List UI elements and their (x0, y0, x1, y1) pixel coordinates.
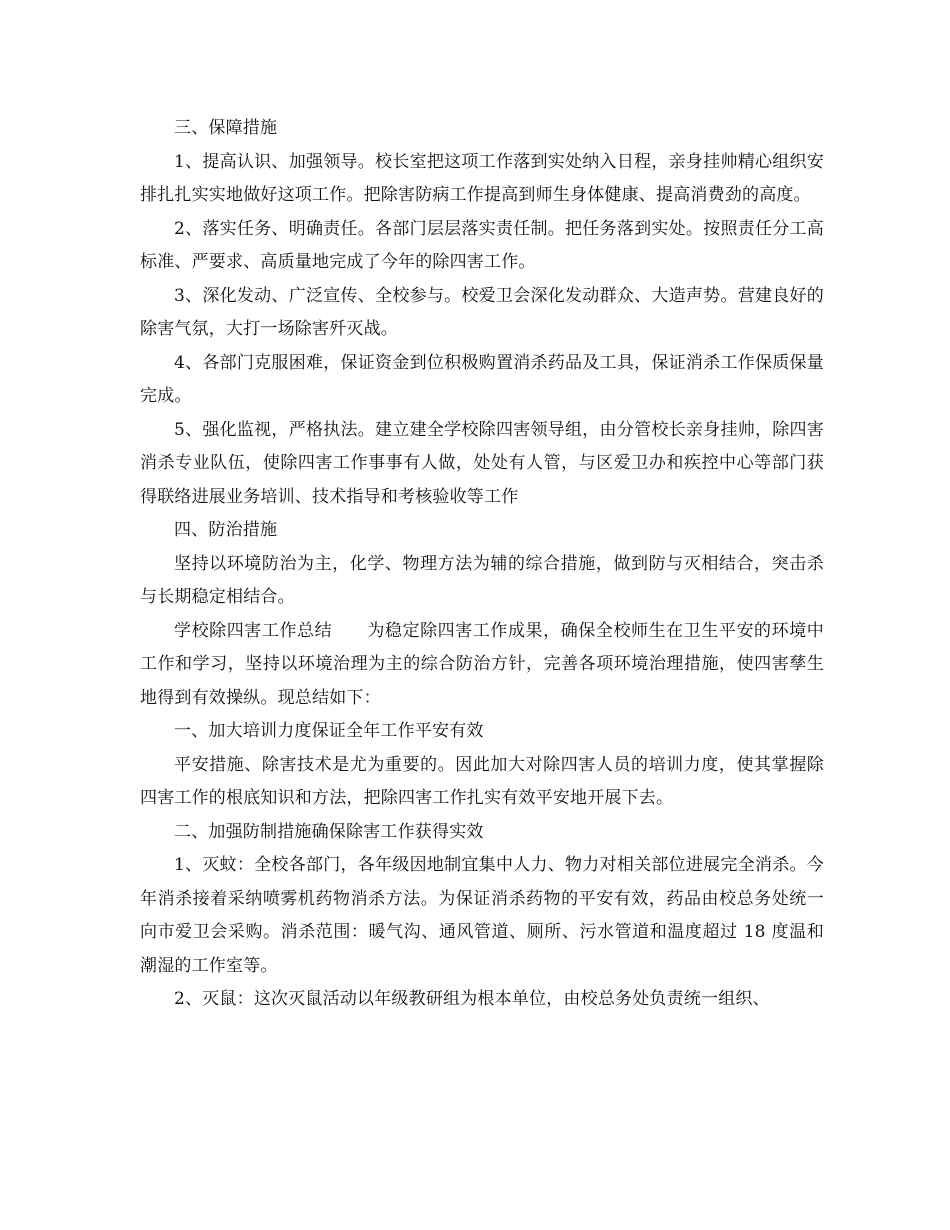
document-body (140, 112, 824, 1017)
paragraph-summary-intro: 学校除四害工作总结 为稳定除四害工作成果，确保全校师生在卫生平安的环境中工作和学习，坚持以环境治理为主的综合防治方针，完善各项环境治理措施，使四害孳生地得到有效操纵。现总结如下： (140, 620, 824, 708)
paragraph-responsibility: 2、落实任务、明确责任。各部门层层落实责任制。把任务落到实处。按照责任分工高标准、严要求、高质量地完成了今年的除四害工作。 (140, 218, 824, 272)
paragraph-mosquito-control: 1、灭蚊：全校各部门，各年级因地制宜集中人力、物力对相关部位进展完全消杀。今年消杀接着采纳喷雾机药物消杀方法。为保证消杀药物的平安有效，药品由校总务处统一向市爱卫会采购。消杀范围：暖气沟、通风管道、厕所、污水管道和温度超过 18 度温和潮湿的工作室等。 (140, 855, 824, 976)
paragraph-training: 平安措施、除害技术是尤为重要的。因此加大对除四害人员的培训力度，使其掌握除四害工作的根底知识和方法，把除四害工作扎实有效平安地开展下去。 (140, 754, 824, 808)
paragraph-prevention-principle: 坚持以环境防治为主，化学、物理方法为辅的综合措施，做到防与灭相结合，突击杀与长期稳定相结合。 (140, 553, 824, 607)
section-heading-training: 一、加大培训力度保证全年工作平安有效 (174, 721, 484, 741)
paragraph-publicity: 3、深化发动、广泛宣传、全校参与。校爱卫会深化发动群众、大造声势。营建良好的除害气氛，大打一场除害歼灭战。 (140, 285, 824, 339)
paragraph-funding: 4、各部门克服困难，保证资金到位积极购置消杀药品及工具，保证消杀工作保质保量完成。 (140, 352, 824, 406)
section-heading-safeguards: 三、保障措施 (174, 118, 278, 138)
section-heading-prevention: 四、防治措施 (174, 520, 278, 540)
paragraph-leadership: 1、提高认识、加强领导。校长室把这项工作落到实处纳入日程，亲身挂帅精心组织安排扎扎实实地做好这项工作。把除害防病工作提高到师生身体健康、提高消费劲的高度。 (140, 151, 824, 205)
section-heading-control-measures: 二、加强防制措施确保除害工作获得实效 (174, 821, 484, 842)
paragraph-supervision: 5、强化监视，严格执法。建立建全学校除四害领导组，由分管校长亲身挂帅，除四害消杀专业队伍，使除四害工作事事有人做，处处有人管，与区爱卫办和疾控中心等部门获得联络进展业务培训、技术指导和考核验收等工作 (140, 419, 824, 507)
paragraph-rodent-control: 2、灭鼠：这次灭鼠活动以年级教研组为根本单位，由校总务处负责统一组织、 (174, 989, 770, 1009)
